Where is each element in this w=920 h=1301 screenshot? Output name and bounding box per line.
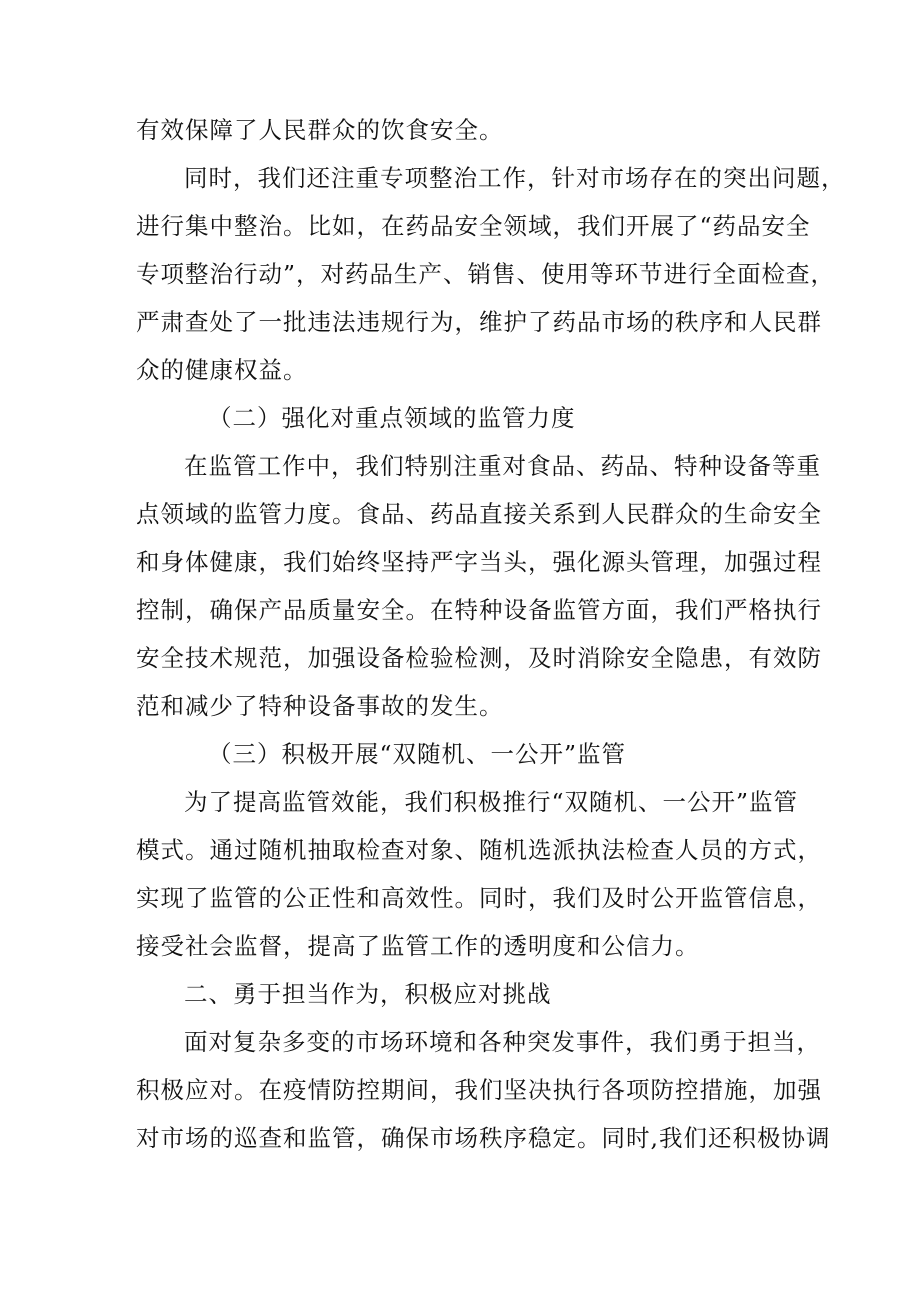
paragraph-line: 在监管工作中，我们特别注重对食品、药品、特种设备等重 [184, 452, 821, 480]
paragraph-line: 控制，确保产品质量安全。在特种设备监管方面，我们严格执行 [136, 596, 822, 624]
paragraph-line: 积极应对。在疫情防控期间，我们坚决执行各项防控措施，加强 [136, 1076, 822, 1104]
paragraph-line: 对市场的巡查和监管，确保市场秩序稳定。同时,我们还积极协调 [136, 1124, 831, 1152]
paragraph-line: 有效保障了人民群众的饮食安全。 [136, 116, 504, 144]
paragraph-line: 实现了监管的公正性和高效性。同时，我们及时公开监管信息， [136, 884, 822, 912]
paragraph-line: 严肃查处了一批违法违规行为，维护了药品市场的秩序和人民群 [136, 308, 822, 336]
paragraph-line: 进行集中整治。比如，在药品安全领域，我们开展了“药品安全 [136, 212, 811, 240]
paragraph-line: 为了提高监管效能，我们积极推行“双随机、一公开”监管 [184, 788, 799, 816]
paragraph-line: 众的健康权益。 [136, 356, 308, 384]
paragraph-line: 专项整治行动”，对药品生产、销售、使用等环节进行全面检查， [136, 260, 836, 288]
paragraph-line: 范和减少了特种设备事故的发生。 [136, 692, 504, 720]
paragraph-line: 和身体健康，我们始终坚持严字当头，强化源头管理，加强过程 [136, 548, 822, 576]
paragraph-line: 点领域的监管力度。食品、药品直接关系到人民群众的生命安全 [136, 500, 822, 528]
section-heading: （二）强化对重点领域的监管力度 [208, 404, 576, 432]
section-heading: 二、勇于担当作为，积极应对挑战 [184, 980, 552, 1008]
paragraph-line: 同时，我们还注重专项整治工作，针对市场存在的突出问题， [184, 164, 846, 192]
section-heading: （三）积极开展“双随机、一公开”监管 [208, 740, 627, 768]
paragraph-line: 面对复杂多变的市场环境和各种突发事件，我们勇于担当， [184, 1028, 821, 1056]
paragraph-line: 接受社会监督，提高了监管工作的透明度和公信力。 [136, 932, 700, 960]
paragraph-line: 模式。通过随机抽取检查对象、随机选派执法检查人员的方式， [136, 836, 822, 864]
paragraph-line: 安全技术规范，加强设备检验检测，及时消除安全隐患，有效防 [136, 644, 822, 672]
